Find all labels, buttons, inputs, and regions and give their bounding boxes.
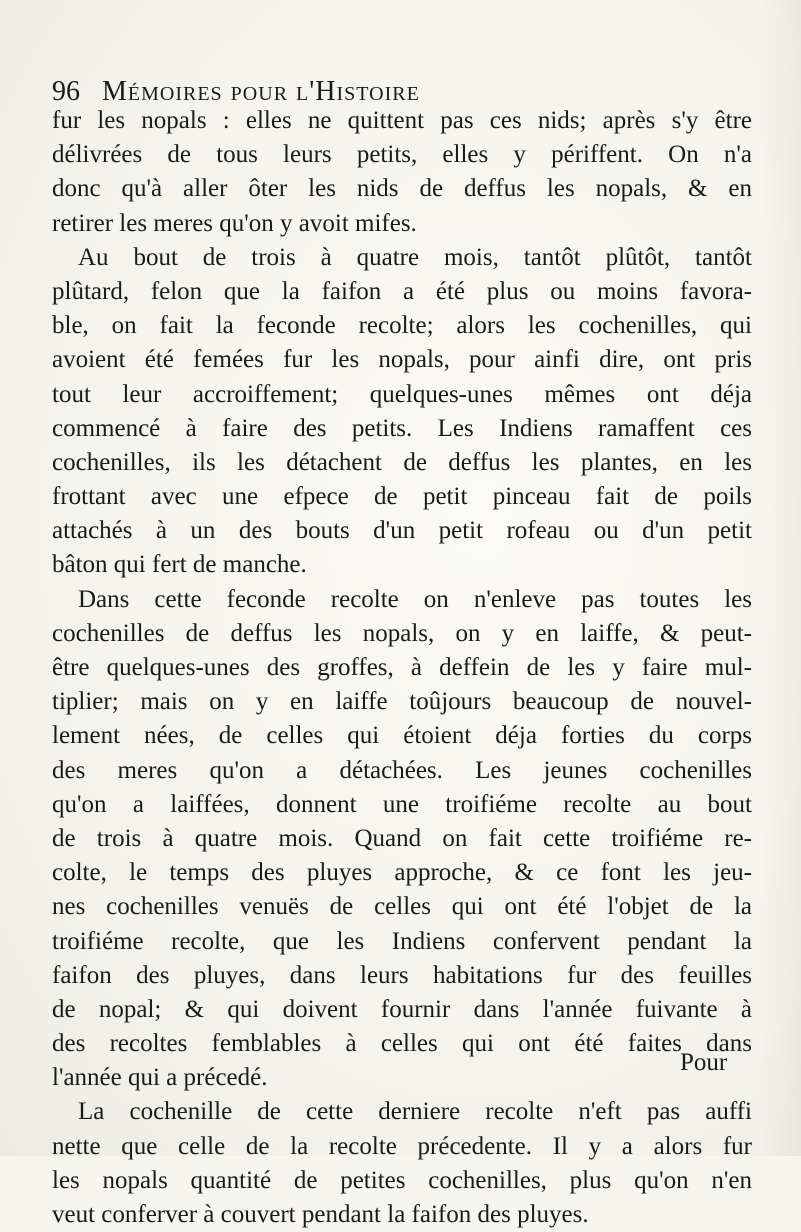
text-line: l'année qui a précedé. (52, 1064, 268, 1092)
text-line: commencé à faire des petits. Les Indiens ramaffent ces (52, 414, 752, 442)
page-number: 96 (52, 76, 80, 107)
text-line: La cochenille de cette derniere recolte n'eft pas auffi (78, 1098, 752, 1126)
text-line: veut conferver à couvert pendant la faifon des pluyes. (52, 1201, 589, 1228)
page-edge-shadow (761, 0, 801, 1156)
text-line: donc qu'à aller ôter les nids de deffus les nopals, & en (52, 175, 752, 203)
text-line: Au bout de trois à quatre mois, tantôt plûtôt, tantôt (78, 243, 752, 271)
text-line: être quelques-unes des groffes, à deffein de les y faire mul- (52, 654, 752, 681)
text-line: colte, le temps des pluyes approche, & ce font les jeu- (52, 859, 752, 887)
text-line: frottant avec une efpece de petit pinceau fait de poils (52, 483, 752, 511)
text-line: délivrées de tous leurs petits, elles y périffent. On n'a (52, 141, 752, 169)
text-line: troifiéme recolte, que les Indiens confervent pendant la (52, 927, 752, 955)
text-line: des meres qu'on a détachées. Les jeunes cochenilles (52, 756, 752, 784)
body-text (52, 104, 752, 1232)
text-line: avoient été femées fur les nopals, pour ainfi dire, ont pris (52, 346, 752, 374)
text-line: de trois à quatre mois. Quand on fait cette troifiéme re- (52, 824, 752, 852)
text-line: plûtard, felon que la faifon a été plus ou moins favora- (52, 277, 752, 305)
text-line: fur les nopals : elles ne quittent pas ces nids; après s'y être (52, 107, 752, 134)
text-line: des recoltes femblables à celles qui ont été faites dans (52, 1030, 752, 1058)
text-line: cochenilles de deffus les nopals, on y en laiffe, & peut- (52, 619, 752, 647)
text-line: nette que celle de la recolte précedente. Il y a alors fur (52, 1132, 752, 1160)
text-line: Dans cette feconde recolte on n'enleve pas toutes les (78, 585, 752, 613)
text-line: tout leur accroiffement; quelques-unes mêmes ont déja (52, 380, 752, 408)
text-line: bâton qui fert de manche. (52, 551, 307, 579)
text-line: ble, on fait la feconde recolte; alors les cochenilles, qui (52, 312, 752, 340)
text-line: qu'on a laiffées, donnent une troifiéme recolte au bout (52, 790, 752, 818)
text-line: attachés à un des bouts d'un petit rofeau ou d'un petit (52, 517, 752, 545)
text-line: tiplier; mais on y en laiffe toûjours beaucoup de nouvel- (52, 688, 752, 716)
running-title: Mémoires pour l'Histoire (102, 76, 420, 107)
text-line: retirer les meres qu'on y avoit mifes. (52, 209, 417, 237)
catchword: Pour (680, 1049, 728, 1076)
text-line: cochenilles, ils les détachent de deffus les plantes, en les (52, 448, 752, 476)
text-line: les nopals quantité de petites cochenilles, plus qu'on n'en (52, 1166, 752, 1194)
text-line: de nopal; & qui doivent fournir dans l'année fuivante à (52, 995, 752, 1023)
text-line: lement nées, de celles qui étoient déja forties du corps (52, 722, 752, 750)
text-line: faifon des pluyes, dans leurs habitations fur des feuilles (52, 961, 752, 989)
text-line: nes cochenilles venuës de celles qui ont été l'objet de la (52, 893, 752, 921)
